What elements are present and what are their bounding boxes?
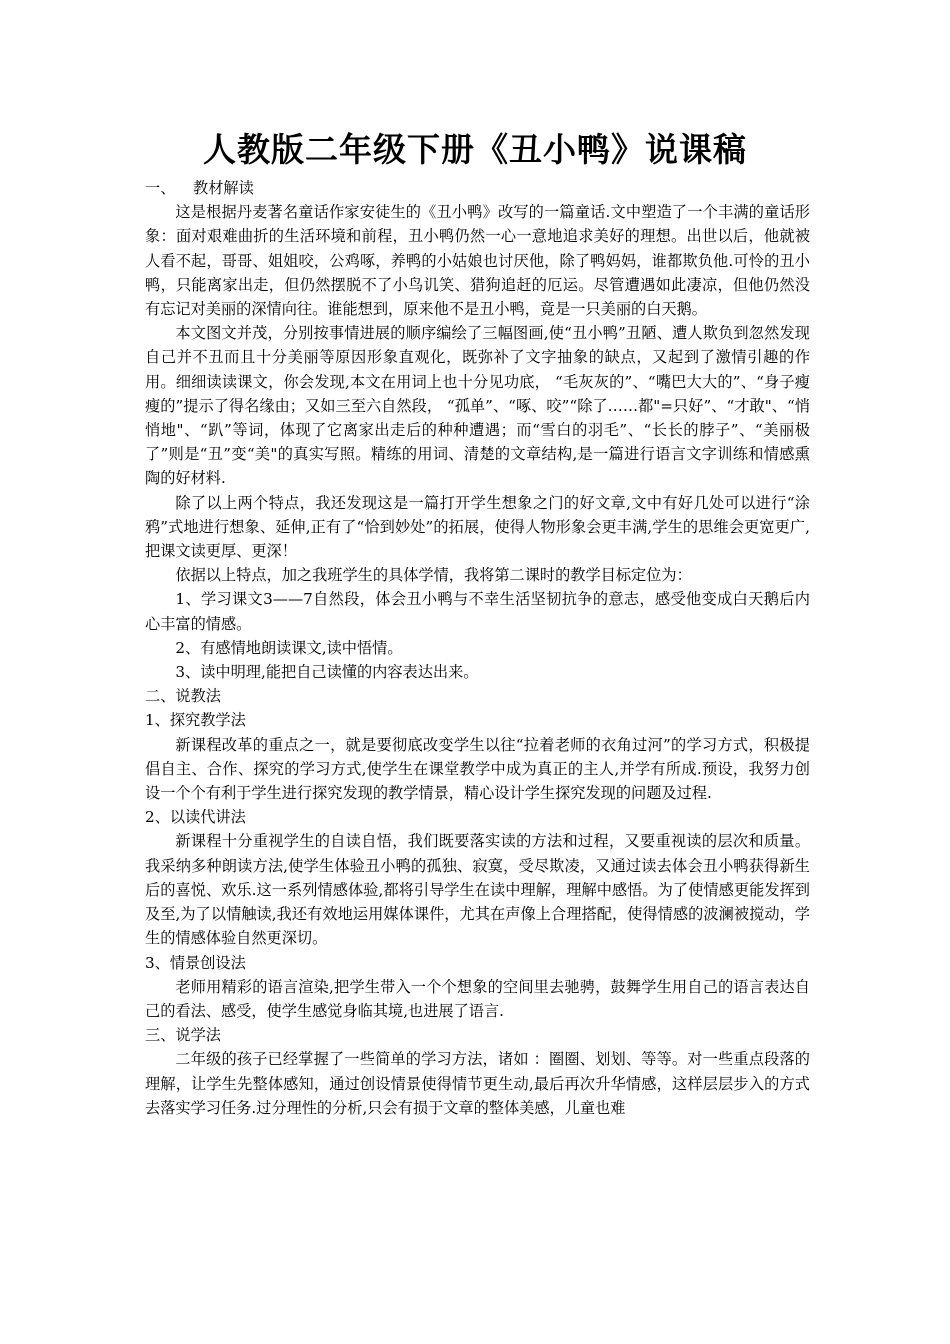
- list-item: 1、学习课文3——7自然段，体会丑小鸭与不幸生活坚韧抗争的意志，感受他变成白天鹅后内心丰富的情感。: [145, 590, 810, 633]
- paragraph: 依据以上特点，加之我班学生的具体学情，我将第二课时的教学目标定位为：: [175, 566, 692, 585]
- list-item: 3、读中明理,能把自己读懂的内容表达出来。: [175, 663, 479, 682]
- document-title: 人教版二年级下册《丑小鸭》说课稿: [203, 130, 747, 169]
- paragraph: 老师用精彩的语言渲染,把学生带入一个个想象的空间里去驰骋，鼓舞学生用自己的语言表达自己的看法、感受，使学生感觉身临其境,也进展了语言.: [145, 977, 810, 1020]
- list-item: 2、有感情地朗读课文,读中悟情。: [175, 638, 403, 657]
- paragraph: 本文图文并茂，分别按事情进展的顺序编绘了三幅图画,使“丑小鸭”丑陋、遭人欺负到忽然发现自己并不丑而且十分美丽等原因形象直观化，既弥补了文字抽象的缺点，又起到了激情引趣的作用。细细读读课文，你会发现,本文在用词上也十分见功底， “毛灰灰的”、“嘴巴大大的”、“身子瘦瘦的”提示了得名缘由；又如三至六自然段， “孤单”、“啄、咬”“除了……都"=只好”、“才敢"、“悄悄地"、“趴”等词，体现了它离家出走后的种种遭遇；而“雪白的羽毛”、“长长的脖子”、“美丽极了”则是“丑”变“美"的真实写照。精练的用词、清楚的文章结构,是一篇进行语言文字训练和情感熏陶的好材料.: [145, 324, 810, 488]
- paragraph: 除了以上两个特点，我还发现这是一篇打开学生想象之门的好文章,文中有好几处可以进行“涂鸦”式地进行想象、延伸,正有了“恰到妙处”的拓展，使得人物形象会更丰满,学生的思维会更宽更广,把课文读更厚、更深！: [145, 493, 810, 561]
- paragraph: 二年级的孩子已经掌握了一些简单的学习方法，诸如 ：圈圈、划划、等等。对一些重点段落的理解，让学生先整体感知，通过创设情景使得情节更生动,最后再次升华情感，这样层层步入的方式去落实学习任务.过分理性的分析,只会有损于文章的整体美感，儿童也难: [145, 1050, 810, 1117]
- subsection-heading: 1、探究教学法: [145, 711, 246, 730]
- section-heading: 二、说教法: [145, 687, 221, 706]
- subsection-heading: 3、情景创设法: [145, 953, 246, 972]
- section-heading: [145, 176, 810, 200]
- section-number: 一、: [145, 179, 176, 197]
- section-heading: 三、说学法: [145, 1026, 221, 1045]
- paragraph: 这是根据丹麦著名童话作家安徒生的《丑小鸭》改写的一篇童话.文中塑造了一个丰满的童话形象：面对艰难曲折的生活环境和前程，丑小鸭仍然一心一意地追求美好的理想。出世以后，他就被人看不起，哥哥、姐姐咬，公鸡啄，养鸭的小姑娘也讨厌他，除了鸭妈妈，谁都欺负他.可怜的丑小鸭，只能离家出走，但仍然摆脱不了小鸟讥笑、猎狗追赶的厄运。尽管遭遇如此凄凉，但他仍然没有忘记对美丽的深情向往。谁能想到，原来他不是丑小鸭，竟是一只美丽的白天鹅。: [145, 203, 810, 319]
- paragraph: 新课程改革的重点之一，就是要彻底改变学生以往“拉着老师的衣角过河”的学习方式，积极提倡自主、合作、探究的学习方式,使学生在课堂教学中成为真正的主人,并学有所成.预设，我努力创设一个个有利于学生进行探究发现的教学情景，精心设计学生探究发现的问题及过程.: [145, 735, 810, 803]
- paragraph: 新课程十分重视学生的自读自悟，我们既要落实读的方法和过程，又要重视读的层次和质量。我采纳多种朗读方法,使学生体验丑小鸭的孤独、寂寞，受尽欺凌，又通过读去体会丑小鸭获得新生后的喜悦、欢乐.这一系列情感体验,都将引导学生在读中理解，理解中感悟。为了使情感更能发挥到及至,为了以情触读,我还有效地运用媒体课件，尤其在声像上合理搭配，使得情感的波澜被搅动，学生的情感体验自然更深切。: [145, 832, 810, 948]
- section-heading-text: 教材解读: [193, 179, 254, 197]
- subsection-heading: 2、以读代讲法: [145, 808, 246, 827]
- document-body: [145, 176, 810, 1120]
